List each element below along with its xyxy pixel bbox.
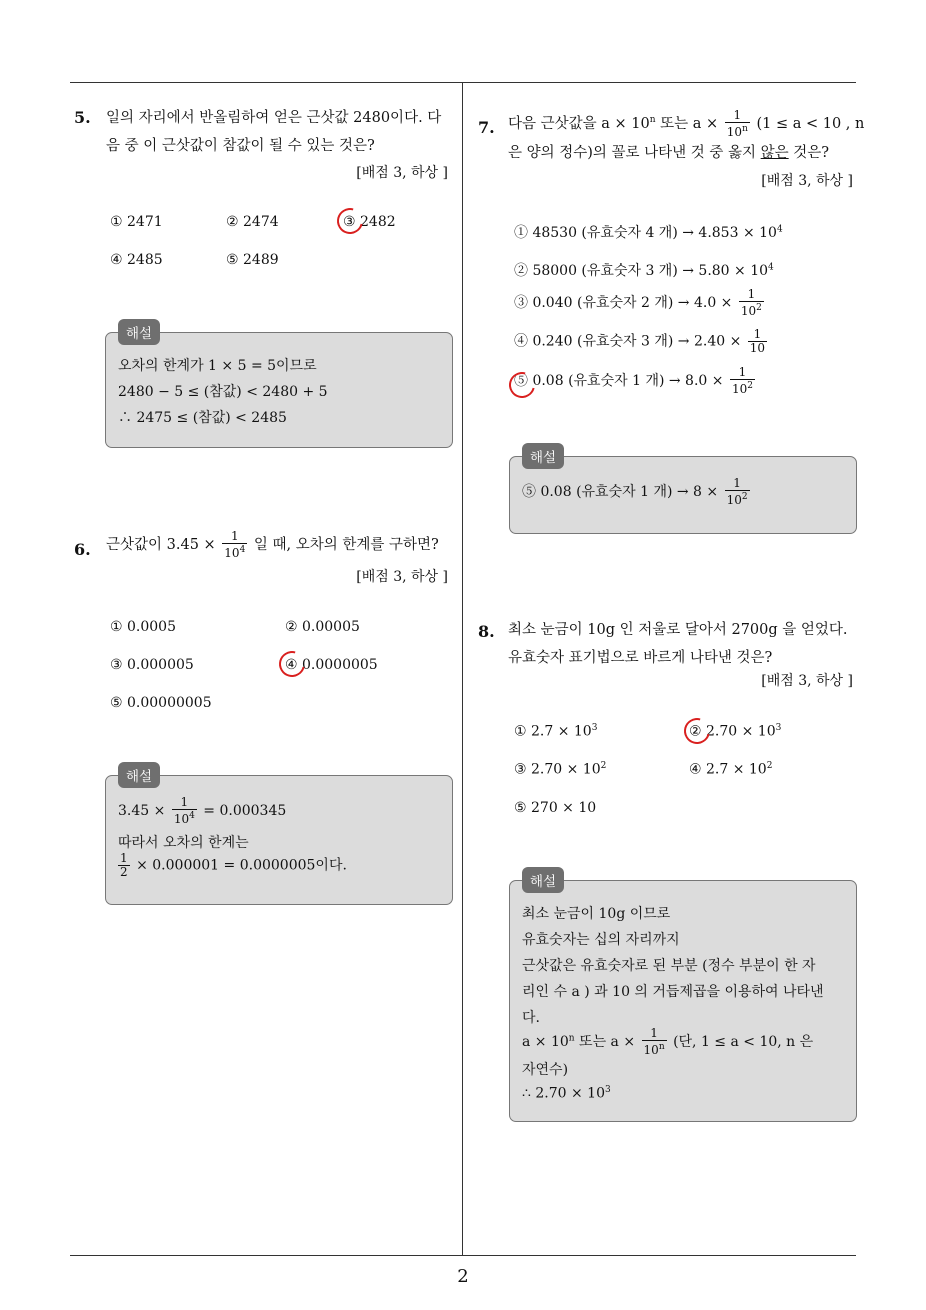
solution-box: 오차의 한계가 1 × 5 = 5이므로 2480 − 5 ≤ (참값) < 2480 + 5 ∴ 2475 ≤ (참값) < 2485 bbox=[105, 332, 453, 448]
choice-1[interactable]: ① 48530 (유효숫자 4 개) → $4.853 \times 10^4$ bbox=[514, 224, 783, 241]
choice-3[interactable]: ③ $2.70 \times 10^2$ bbox=[514, 761, 607, 778]
question-number: 8. bbox=[478, 622, 495, 641]
question-text: 일의 자리에서 반올림하여 얻은 근삿값 2480이다. 다 음 중 이 근삿값이 참값이 될 수 있는 것은? bbox=[106, 110, 442, 154]
bottom-rule bbox=[70, 1255, 856, 1256]
solution-box: 최소 눈금이 10g 이므로 유효숫자는 십의 자리까지 근삿값은 유효숫자로 된 부분 (정수 부분이 한 자 리인 수 a ) 과 10 의 거듭제곱을 이용하여 나타낸 다. $a \times 10^n$ 또는 a × $\frac{1}{10^n}$ (단, 1 ≤ a < 10, n 은 자연수) ∴ $2.70 \times 10^3$ bbox=[509, 880, 857, 1122]
choice-4[interactable]: ④ 0.240 (유효숫자 3 개) → 2.40 × $\frac{1}{10}$ bbox=[514, 327, 766, 355]
choice-5[interactable]: ⑤ 2489 bbox=[226, 252, 279, 268]
solution-label: 해설 bbox=[118, 762, 160, 788]
question-number: 5. bbox=[74, 108, 91, 127]
answer-circle-mark bbox=[274, 646, 310, 682]
question-text: 다음 근삿값을 $a \times 10^n$ 또는 a × $\frac{1}{10^n}$ (1 ≤ a < 10 , n 은 양의 정수)의 꼴로 나타낸 것 중 옳지 않은 것은? bbox=[508, 107, 865, 161]
answer-circle-mark bbox=[679, 713, 715, 749]
choice-1[interactable]: ① 2471 bbox=[110, 214, 163, 230]
choice-3[interactable]: ③ 2482 bbox=[343, 214, 396, 230]
choice-2[interactable]: ② 0.00005 bbox=[285, 619, 360, 635]
choice-1[interactable]: ① 0.0005 bbox=[110, 619, 176, 635]
solution-box: ⑤ 0.08 (유효숫자 1 개) → 8 × $\frac{1}{10^2}$ bbox=[509, 456, 857, 534]
page-number: 2 bbox=[457, 1266, 469, 1287]
choice-5[interactable]: ⑤ 270 × 10 bbox=[514, 800, 597, 816]
solution-label: 해설 bbox=[522, 443, 564, 469]
solution-label: 해설 bbox=[118, 319, 160, 345]
score-meta: [배점 3, 하상 ] bbox=[761, 673, 853, 689]
choice-1[interactable]: ① $2.7 \times 10^3$ bbox=[514, 723, 598, 740]
question-text: 근삿값이 3.45 × $\frac{1}{10^4}$ 일 때, 오차의 한계를 구하면? bbox=[106, 529, 439, 560]
choice-5[interactable]: ⑤ 0.00000005 bbox=[110, 695, 212, 711]
choice-2[interactable]: ② 58000 (유효숫자 3 개) → $5.80 \times 10^4$ bbox=[514, 262, 774, 279]
choice-4[interactable]: ④ $2.7 \times 10^2$ bbox=[689, 761, 773, 778]
top-rule bbox=[70, 82, 856, 83]
choice-4[interactable]: ④ 0.0000005 bbox=[285, 657, 378, 673]
answer-circle-mark bbox=[332, 203, 368, 239]
fraction: $\frac{1}{10^4}$ bbox=[224, 529, 246, 560]
solution-box: 3.45 × $\frac{1}{10^4}$ = 0.000345 따라서 오차의 한계는 $\frac{1}{2}$ × 0.000001 = 0.0000005이다. bbox=[105, 775, 453, 905]
question-number: 6. bbox=[74, 540, 91, 559]
choice-4[interactable]: ④ 2485 bbox=[110, 252, 163, 268]
solution-label: 해설 bbox=[522, 867, 564, 893]
column-divider bbox=[462, 82, 463, 1256]
question-text: 최소 눈금이 10g 인 저울로 달아서 2700g 을 얻었다. 유효숫자 표기법으로 바르게 나타낸 것은? bbox=[508, 622, 848, 666]
choice-3[interactable]: ③ 0.000005 bbox=[110, 657, 194, 673]
choice-2[interactable]: ② 2474 bbox=[226, 214, 279, 230]
choice-2[interactable]: ② $2.70 \times 10^3$ bbox=[689, 723, 782, 740]
score-meta: [배점 3, 하상 ] bbox=[356, 165, 448, 181]
choice-5[interactable]: ⑤ 0.08 (유효숫자 1 개) → 8.0 × $\frac{1}{10^2}$ bbox=[514, 365, 753, 396]
choice-3[interactable]: ③ 0.040 (유효숫자 2 개) → 4.0 × $\frac{1}{10^2}$ bbox=[514, 287, 762, 318]
score-meta: [배점 3, 하상 ] bbox=[356, 569, 448, 585]
question-number: 7. bbox=[478, 118, 495, 137]
score-meta: [배점 3, 하상 ] bbox=[761, 173, 853, 189]
